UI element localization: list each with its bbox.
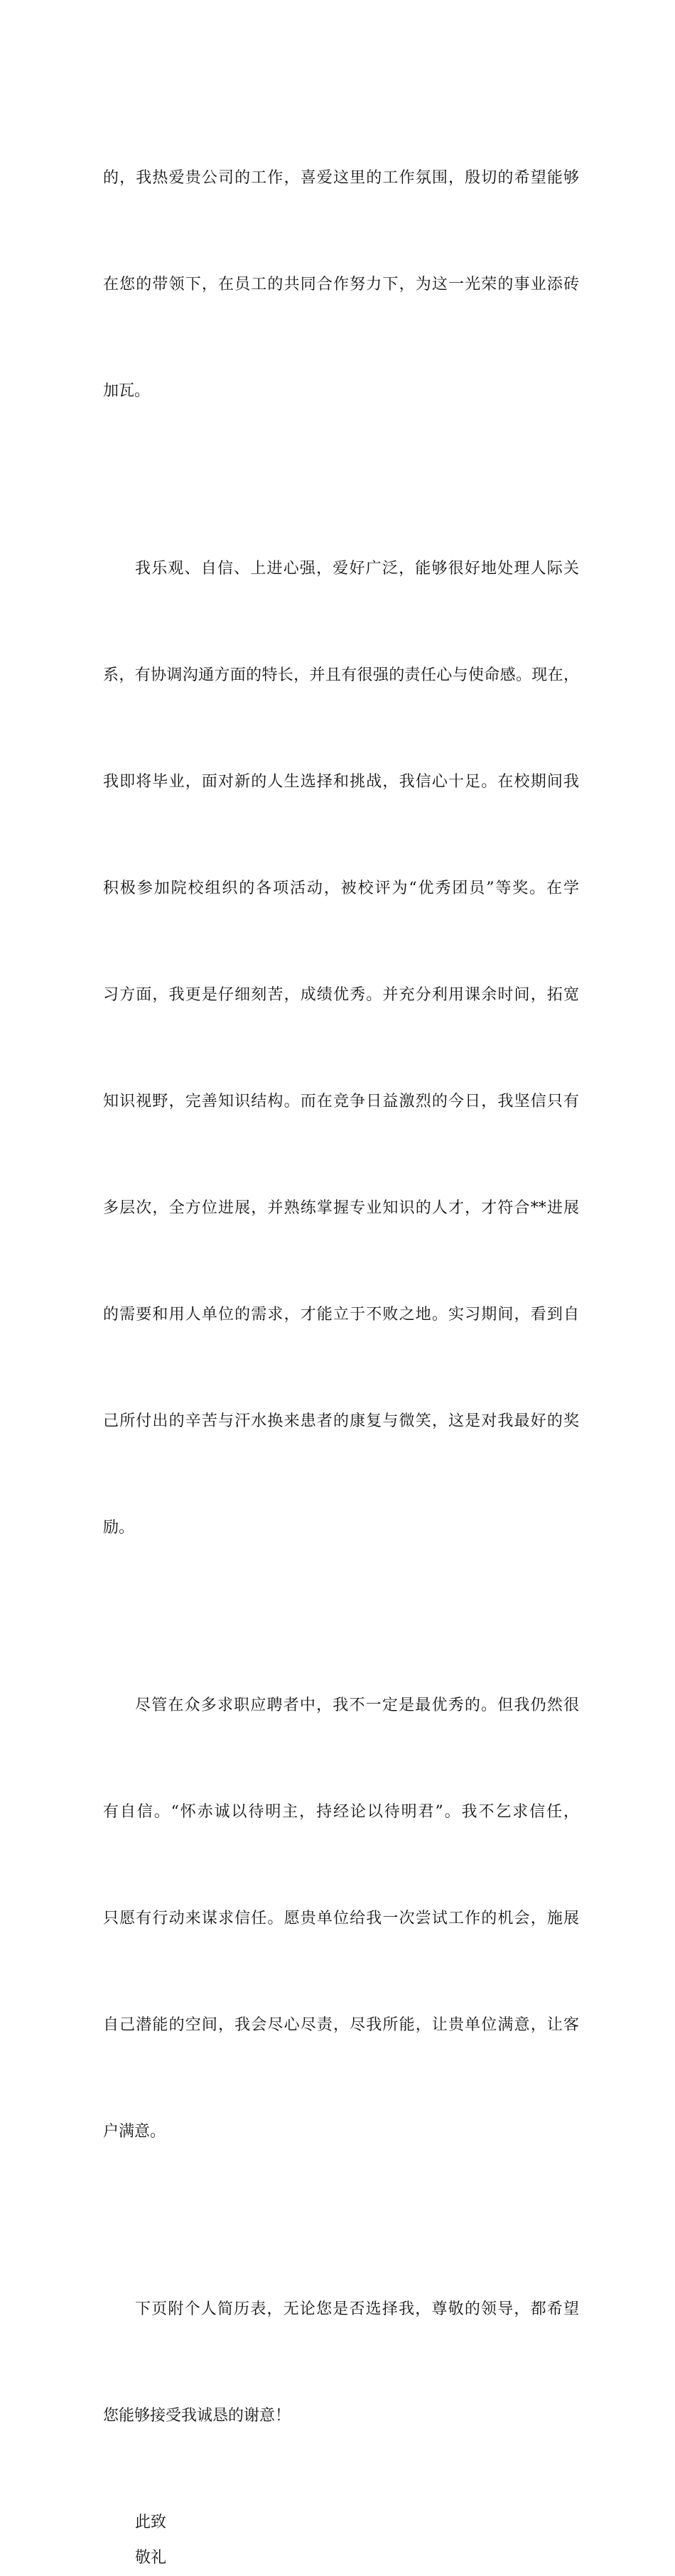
text-line: 知识视野，完善知识结构。而在竞争日益激烈的今日，我坚信只有	[103, 1093, 579, 1110]
text-line: 系，有协调沟通方面的特长，并且有很强的责任心与使命感。现在，	[103, 666, 579, 684]
text-line: 您能够接受我诚恳的谢意！	[103, 2407, 291, 2425]
text-line: 的，我热爱贵公司的工作，喜爱这里的工作氛围，殷切的希望能够	[103, 169, 579, 187]
paragraph-1	[103, 90, 579, 480]
paragraph-3	[103, 1617, 579, 2221]
text-line: 我即将毕业，面对新的人生选择和挑战，我信心十足。在校期间我	[103, 773, 579, 791]
text-line: 积极参加院校组织的各项活动，被校评为“优秀团员”等奖。在学	[103, 880, 579, 897]
text-line: 下页附个人简历表，无论您是否选择我，尊敬的领导，都希望	[135, 2300, 579, 2318]
closing-regards: 敬礼	[135, 2549, 167, 2567]
text-line: 己所付出的辛苦与汗水换来患者的康复与微笑，这是对我最好的奖	[103, 1412, 579, 1430]
paragraph-4	[103, 2221, 579, 2505]
text-line: 户满意。	[103, 2123, 166, 2141]
text-line: 加瓦。	[103, 382, 151, 400]
closing-salutation: 此致	[135, 2513, 167, 2531]
text-line: 在您的带领下，在员工的共同合作努力下，为这一光荣的事业添砖	[103, 276, 579, 293]
text-line: 多层次，全方位进展，并熟练掌握专业知识的人才，才符合**进展	[103, 1199, 579, 1217]
text-line: 的需要和用人单位的需求，才能立于不败之地。实习期间，看到自	[103, 1306, 579, 1324]
paragraph-2	[103, 480, 579, 1617]
text-line: 励。	[103, 1519, 135, 1537]
text-line: 尽管在众多求职应聘者中，我不一定是最优秀的。但我仍然很	[135, 1696, 579, 1714]
text-line: 自己潜能的空间，我会尽心尽责，尽我所能，让贵单位满意，让客	[103, 2016, 579, 2034]
letter-body	[103, 90, 579, 2576]
text-line: 只愿有行动来谋求信任。愿贵单位给我一次尝试工作的机会，施展	[103, 1910, 579, 1927]
text-line: 我乐观、自信、上进心强，爱好广泛，能够很好地处理人际关	[135, 560, 579, 578]
text-line: 习方面，我更是仔细刻苦，成绩优秀。并充分利用课余时间，拓宽	[103, 986, 579, 1004]
text-line: 有自信。“怀赤诚以待明主，持经论以待明君”。我不乞求信任，	[103, 1803, 579, 1821]
